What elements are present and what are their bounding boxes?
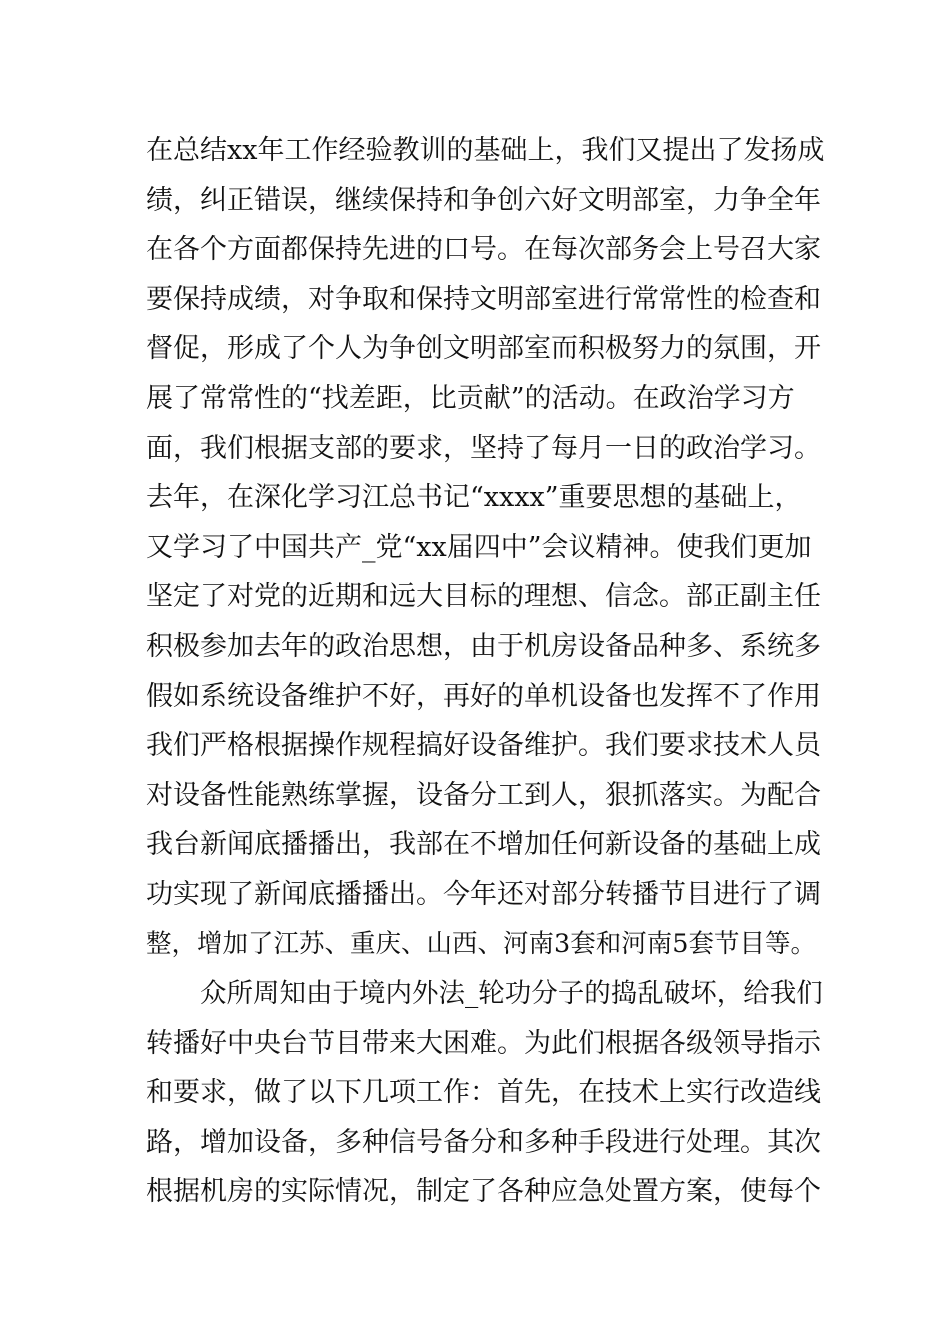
text-line: 和要求，做了以下几项工作：首先，在技术上实行改造线 [146,1077,821,1109]
text-line: 根据机房的实际情况，制定了各种应急处置方案，使每个 [146,1176,821,1208]
text-line: 积极参加去年的政治思想，由于机房设备品种多、系统多 [146,630,821,662]
text-line: 要保持成绩，对争取和保持文明部室进行常常性的检查和 [146,283,821,315]
text-line: 我台新闻底播播出，我部在不增加任何新设备的基础上成 [146,829,821,861]
text-line: 我们严格根据操作规程搞好设备维护。我们要求技术人员 [146,730,821,762]
text-line: 路，增加设备，多种信号备分和多种手段进行处理。其次 [146,1126,821,1158]
text-line: 面，我们根据支部的要求，坚持了每月一日的政治学习。 [146,432,821,464]
text-line: 去年，在深化学习江总书记“xxxx”重要思想的基础上， [146,482,802,514]
paragraph-start-line: 众所周知由于境内外法_轮功分子的捣乱破坏，给我们 [200,978,823,1010]
text-line: 在总结xx年工作经验教训的基础上，我们又提出了发扬成 [146,135,825,166]
text-line: 假如系统设备维护不好，再好的单机设备也发挥不了作用 [146,680,821,712]
text-line: 坚定了对党的近期和远大目标的理想、信念。部正副主任 [146,581,821,613]
text-line: 功实现了新闻底播播出。今年还对部分转播节目进行了调 [146,878,821,910]
text-line: 整，增加了江苏、重庆、山西、河南3套和河南5套节目等。 [146,928,816,959]
text-line: 在各个方面都保持先进的口号。在每次部务会上号召大家 [146,234,821,266]
text-line: 对设备性能熟练掌握，设备分工到人，狠抓落实。为配合 [146,779,821,811]
text-line: 展了常常性的“找差距，比贡献”的活动。在政治学习方 [146,382,795,414]
body-text [146,126,826,1217]
text-line: 绩，纠正错误，继续保持和争创六好文明部室，力争全年 [146,184,821,216]
text-line: 转播好中央台节目带来大困难。为此们根据各级领导指示 [146,1027,821,1059]
text-line: 又学习了中国共产_党“xx届四中”会议精神。使我们更加 [146,531,812,563]
text-line: 督促，形成了个人为争创文明部室而积极努力的氛围，开 [146,333,821,365]
